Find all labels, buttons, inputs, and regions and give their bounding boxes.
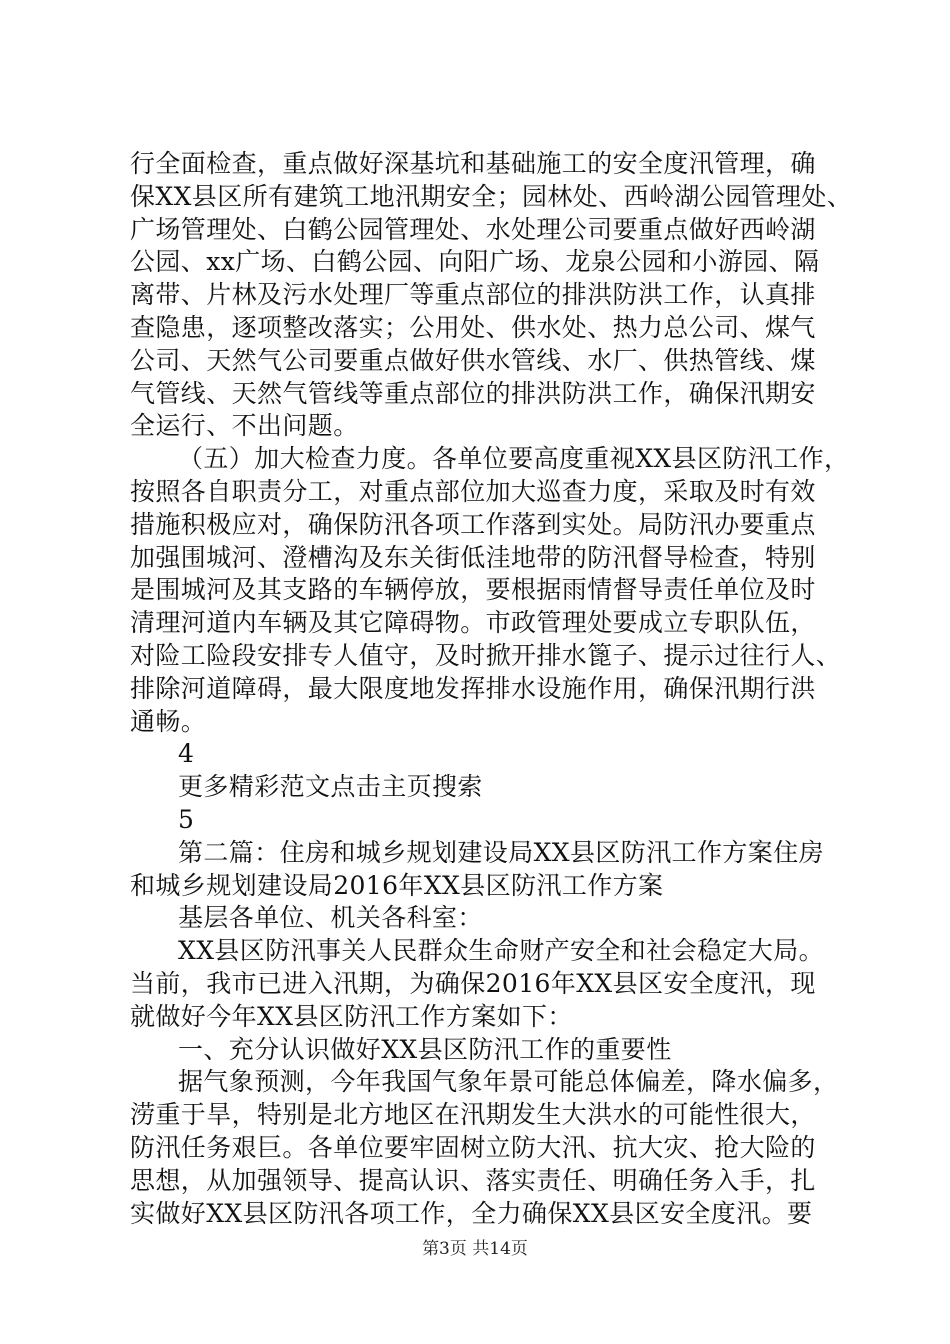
paragraph-heading-5: （五）加大检查力度。各单位要高度重视XX县区防汛工作， <box>178 444 850 474</box>
text-line: 保XX县区所有建筑工地汛期安全；园林处、西岭湖公园管理处、 <box>130 181 853 211</box>
text-line: 对险工险段安排专人值守，及时掀开排水篦子、提示过往行人、 <box>130 640 842 670</box>
text-line: 措施积极应对，确保防汛各项工作落到实处。局防汛办要重点 <box>130 509 816 539</box>
text-line: 全运行、不出问题。 <box>130 411 359 441</box>
text-line: 就做好今年XX县区防汛工作方案如下： <box>130 1001 573 1031</box>
text-line: 是围城河及其支路的车辆停放，要根据雨情督导责任单位及时 <box>130 575 816 605</box>
text-line: 通畅。 <box>130 706 207 736</box>
text-line: 思想，从加强领导、提高认识、落实责任、明确任务入手，扎 <box>130 1165 816 1195</box>
section-title: 第二篇：住房和城乡规划建设局XX县区防汛工作方案住房 <box>178 837 824 867</box>
text-line: 公司、天然气公司要重点做好供水管线、水厂、供热管线、煤 <box>130 345 816 375</box>
more-articles-link[interactable]: 更多精彩范文点击主页搜索 <box>178 772 483 802</box>
text-line: 查隐患，逐项整改落实；公用处、供水处、热力总公司、煤气 <box>130 312 816 342</box>
text-line: 广场管理处、白鹤公园管理处、水处理公司要重点做好西岭湖 <box>130 214 816 244</box>
text-line: 加强围城河、澄槽沟及东关街低洼地带的防汛督导检查，特别 <box>130 542 816 572</box>
page-indicator: 第3页 共14页 <box>422 1239 528 1259</box>
text-line: 气管线、天然气管线等重点部位的排洪防洪工作，确保汛期安 <box>130 378 816 408</box>
section-title-continued: 和城乡规划建设局2016年XX县区防汛工作方案 <box>130 870 664 900</box>
subsection-heading: 一、充分认识做好XX县区防汛工作的重要性 <box>178 1034 672 1064</box>
text-line: 实做好XX县区防汛各项工作，全力确保XX县区安全度汛。要 <box>130 1198 813 1228</box>
page-number-marker: 5 <box>178 804 195 834</box>
text-line: 按照各自职责分工，对重点部位加大巡查力度，采取及时有效 <box>130 476 816 506</box>
text-line: 当前，我市已进入汛期，为确保2016年XX县区安全度汛，现 <box>130 968 816 998</box>
text-line: 离带、片林及污水处理厂等重点部位的排洪防洪工作，认真排 <box>130 280 816 310</box>
text-line: XX县区防汛事关人民群众生命财产安全和社会稳定大局。 <box>178 936 824 966</box>
text-line: 涝重于旱，特别是北方地区在汛期发生大洪水的可能性很大， <box>130 1100 816 1130</box>
page-footer <box>0 1238 950 1260</box>
page-number-marker: 4 <box>178 739 195 769</box>
salutation: 基层各单位、机关各科室： <box>178 903 483 933</box>
text-line: 防汛任务艰巨。各单位要牢固树立防大汛、抗大灾、抢大险的 <box>130 1132 816 1162</box>
text-line: 公园、xx广场、白鹤公园、向阳广场、龙泉公园和小游园、隔 <box>130 247 820 277</box>
text-line: 据气象预测，今年我国气象年景可能总体偏差，降水偏多， <box>178 1067 839 1097</box>
document-body <box>130 148 853 1230</box>
text-line: 清理河道内车辆及其它障碍物。市政管理处要成立专职队伍， <box>130 608 816 638</box>
text-line: 行全面检查，重点做好深基坑和基础施工的安全度汛管理，确 <box>130 149 816 178</box>
text-line: 排除河道障碍，最大限度地发挥排水设施作用，确保汛期行洪 <box>130 673 816 703</box>
